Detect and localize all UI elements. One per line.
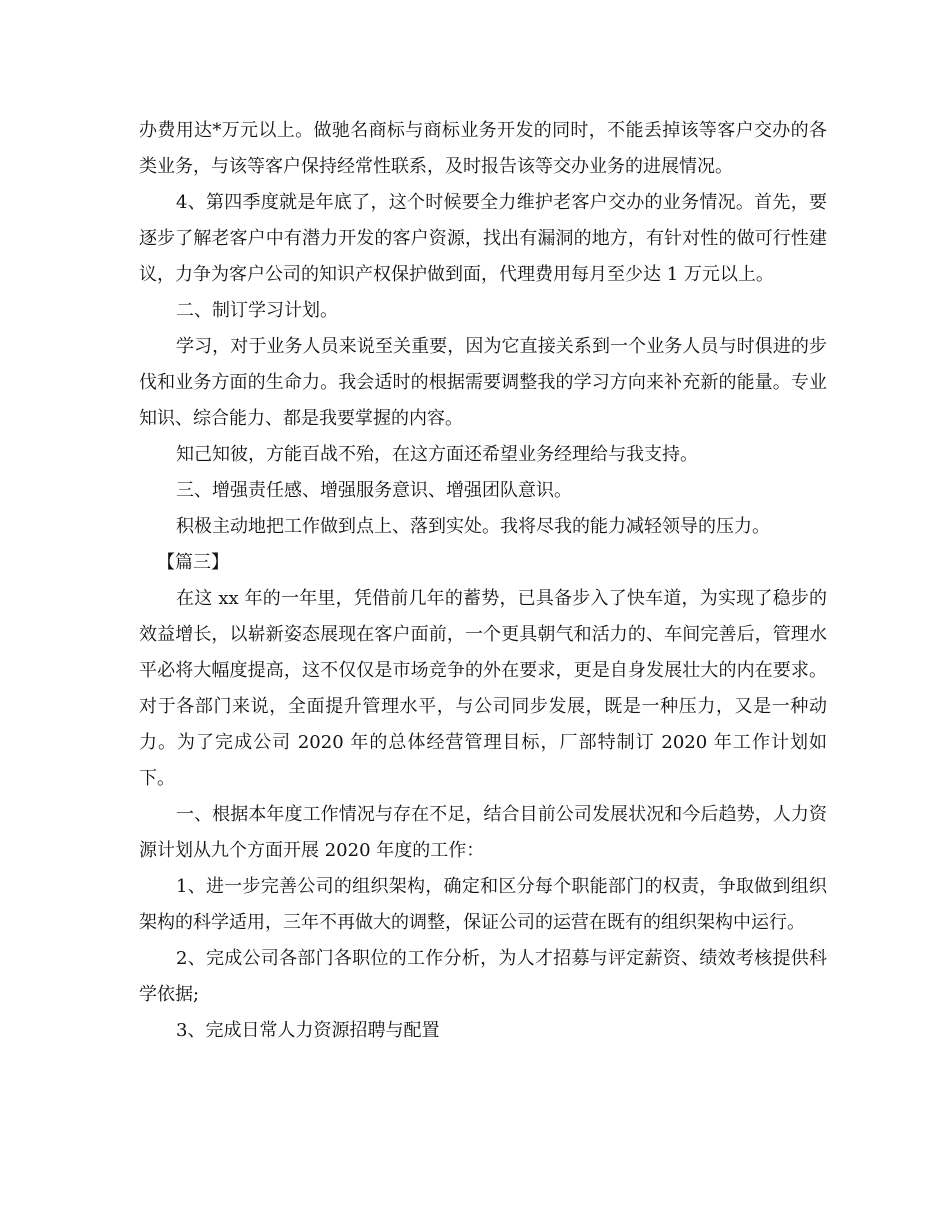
part-three-heading: 【篇三】 xyxy=(157,552,229,573)
paragraph-learning: 学习，对于业务人员来说至关重要，因为它直接关系到一个业务人员与时俱进的步伐和业务方面的生命力。我会适时的根据需要调整我的学习方向来补充新的能量。专业知识、综合能力、都是我要掌握的内容。 xyxy=(139,336,827,429)
section-heading-learning-plan: 二、制订学习计划。 xyxy=(176,300,338,321)
paragraph-year-review: 在这 xx 年的一年里，凭借前几年的蓄势，已具备步入了快车道，为实现了稳步的效益增长，以崭新姿态展现在客户面前，一个更具朝气和活力的、车间完善后，管理水平必将大幅度提高，这不仅仅是市场竞争的外在要求，更是自身发展壮大的内在要求。对于各部门来说，全面提升管理水平，与公司同步发展，既是一种压力，又是一种动力。为了完成公司 2020 年的总体经营管理目标，厂部特制订 2020 年工作计划如下。 xyxy=(139,588,827,789)
section-heading-hr-plan: 一、根据本年度工作情况与存在不足，结合目前公司发展状况和今后趋势，人力资源计划从九个方面开展 2020 年度的工作： xyxy=(139,804,827,861)
paragraph-initiative: 积极主动地把工作做到点上、落到实处。我将尽我的能力减轻领导的压力。 xyxy=(176,516,770,537)
paragraph-know-yourself: 知己知彼，方能百战不殆，在这方面还希望业务经理给与我支持。 xyxy=(176,444,698,465)
paragraph-trademark-followup: 办费用达*万元以上。做驰名商标与商标业务开发的同时，不能丢掉该等客户交办的各类业务，与该等客户保持经常性联系，及时报告该等交办业务的进展情况。 xyxy=(139,120,827,177)
list-item-recruitment: 3、完成日常人力资源招聘与配置 xyxy=(176,1020,440,1041)
document-body xyxy=(139,113,827,1049)
list-item-org-structure: 1、进一步完善公司的组织架构，确定和区分每个职能部门的权责，争取做到组织架构的科学适用，三年不再做大的调整，保证公司的运营在既有的组织架构中运行。 xyxy=(139,876,827,933)
list-item-job-analysis: 2、完成公司各部门各职位的工作分析，为人才招募与评定薪资、绩效考核提供科学依据; xyxy=(139,948,827,1005)
section-heading-responsibility: 三、增强责任感、增强服务意识、增强团队意识。 xyxy=(176,480,572,501)
paragraph-q4-plan: 4、第四季度就是年底了，这个时候要全力维护老客户交办的业务情况。首先，要逐步了解老客户中有潜力开发的客户资源，找出有漏洞的地方，有针对性的做可行性建议，力争为客户公司的知识产权保护做到面，代理费用每月至少达 1 万元以上。 xyxy=(139,192,827,285)
